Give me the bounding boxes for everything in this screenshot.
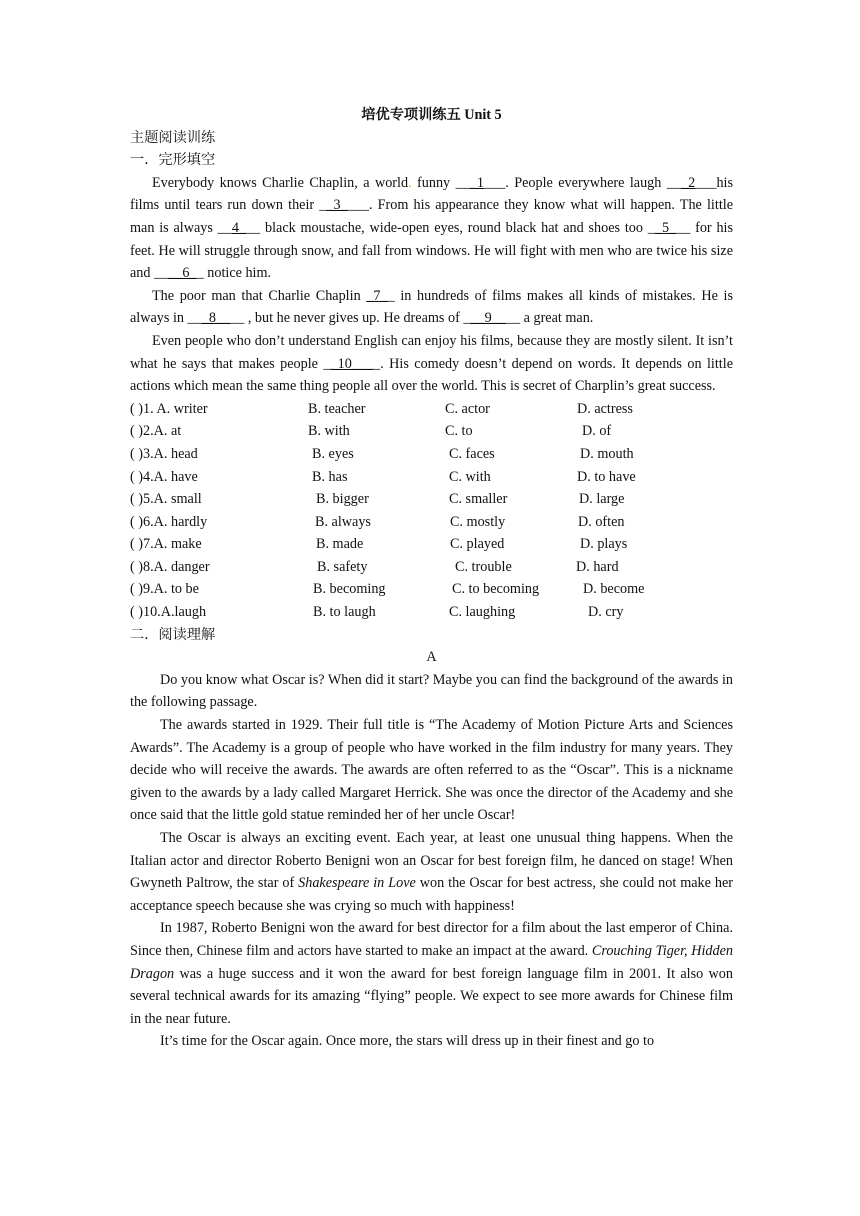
cloze-paragraph-3: Even people who don’t understand English can enjoy his films, because they are mostly silent. It isn’t what he says that makes people __10____. His comedy doesn’t depend on words. It depends on little actions which mean the same thing people all over the world. This is secret of Charplin’s great success. xyxy=(130,332,733,395)
cloze-paragraph-1: Everybody knows Charlie Chaplin, a world. funny ___1___. People everywhere laugh ___2___his films until tears run down their __3____. From his appearance they know what will happen. The little man is always __4___ black moustache, wide-open eyes, round black hat and shoes too __5___ for his feet. He will struggle through snow, and fall from windows. He will fight with men who are twice his size and ____6__ notice him. xyxy=(130,174,734,282)
option-row-3: ( )3.A. head B. eyes C. faces D. mouth xyxy=(130,445,634,462)
option-row-5: ( )5.A. small B. bigger C. smaller D. large xyxy=(130,491,625,508)
film-title: Shakespeare in Love xyxy=(298,875,416,892)
passage-label: A xyxy=(426,649,437,666)
reading-paragraph-4: In 1987, Roberto Benigni won the award for best director for a film about the last emperor of China. Since then, Chinese film and actors have started to make an impact at the award. Crouching Tiger, Hidden Dragon was a huge success and it won the award for best foreign language film in 2001. It also won several technical awards for its amazing “flying” people. We expect to see more awards for Chinese film in the near future. xyxy=(130,920,733,1027)
option-row-9: ( )9.A. to be B. becoming C. to becoming D. become xyxy=(130,581,645,598)
film-title: Crouching Tiger, Hidden Dragon xyxy=(130,942,733,982)
reading-paragraph-1: Do you know what Oscar is? When did it start? Maybe you can find the background of the awards in the following passage. xyxy=(130,671,733,711)
option-row-8: ( )8.A. danger B. safety C. trouble D. hard xyxy=(130,558,619,575)
option-row-4: ( )4.A. have B. has C. with D. to have xyxy=(130,468,636,485)
reading-paragraph-2: The awards started in 1929. Their full title is “The Academy of Motion Picture Arts and Sciences Awards”. The Academy is a group of people who have worked in the film industry for many years. They decide who will receive the awards. The awards are often referred to as the “Oscar”. This is a nickname given to the awards by a lady called Margaret Herrick. She was once the director of the Academy and she once said that the little gold statue reminded her of her uncle Oscar! xyxy=(130,717,733,824)
page-title: 培优专项训练五 Unit 5 xyxy=(361,107,502,123)
document-page xyxy=(130,104,733,1053)
option-row-6: ( )6.A. hardly B. always C. mostly D. often xyxy=(130,513,625,530)
reading-paragraph-3: The Oscar is always an exciting event. Each year, at least one unusual thing happens. When the Italian actor and director Roberto Benigni won an Oscar for best foreign film, he danced on stage! When Gwyneth Paltrow, the star of Shakespeare in Love won the Oscar for best actress, she could not make her acceptance speech because she was crying so much with happiness! xyxy=(130,830,733,914)
option-row-7: ( )7.A. make B. made C. played D. plays xyxy=(130,536,628,553)
reading-paragraph-5: It’s time for the Oscar again. Once more, the stars will dress up in their finest and go to xyxy=(160,1033,655,1050)
option-row-1: ( )1. A. writer B. teacher C. actor D. actress xyxy=(130,400,633,417)
cloze-options xyxy=(130,398,733,624)
option-row-2: ( )2.A. at B. with C. to D. of xyxy=(130,423,612,440)
section1-heading: 一．完形填空 xyxy=(130,152,216,169)
cloze-paragraph-2: The poor man that Charlie Chaplin _7__ in hundreds of films makes all kinds of mistakes. He is always in ___8____ , but he never gives up. He dreams of ___9____ a great man. xyxy=(130,287,733,327)
section2-heading: 二．阅读理解 xyxy=(130,626,216,643)
section-theme: 主题阅读训练 xyxy=(130,129,216,146)
option-row-10: ( )10.A.laugh B. to laugh C. laughing D. cry xyxy=(130,604,624,621)
